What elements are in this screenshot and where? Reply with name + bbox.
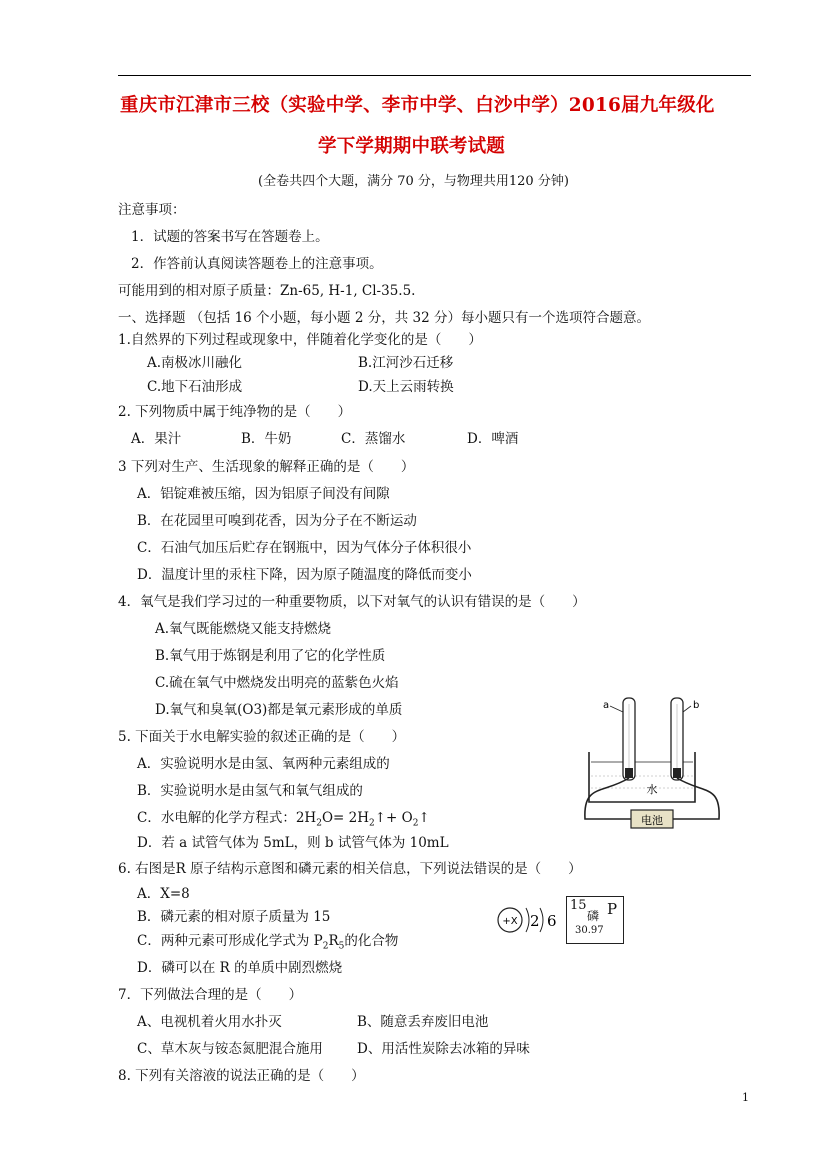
test-tube-b (671, 698, 683, 780)
q3-option-c: C．石油气加压后贮存在钢瓶中，因为气体分子体积很小 (137, 540, 472, 556)
q8-stem: 8. 下列有关溶液的说法正确的是（ ） (118, 1068, 365, 1084)
q5-option-a: A．实验说明水是由氢、氧两种元素组成的 (137, 756, 390, 772)
atom-structure-diagram (494, 898, 564, 942)
q4-option-d: D.氧气和臭氧(O3)都是氧元素形成的单质 (155, 702, 403, 718)
q6-stem: 6. 右图是R 原子结构示意图和磷元素的相关信息，下列说法错误的是（ ） (118, 861, 582, 877)
q7-option-d: D、用活性炭除去冰箱的异味 (357, 1041, 530, 1057)
notes-heading: 注意事项： (118, 202, 186, 218)
q1-option-c: C.地下石油形成 (147, 379, 243, 395)
q3-option-a: A．铝锭难被压缩，因为铝原子间没有间隙 (137, 486, 390, 502)
q7-stem: 7．下列做法合理的是（ ） (118, 987, 303, 1003)
q4-option-c: C.硫在氧气中燃烧发出明亮的蓝紫色火焰 (155, 675, 399, 691)
shell-2-electrons: 6 (547, 912, 557, 930)
q2-stem: 2. 下列物质中属于纯净物的是（ ） (118, 404, 352, 420)
q7-option-a: A、电视机着火用水扑灭 (137, 1014, 282, 1030)
title-line-1: 重庆市江津市三校（实验中学、李市中学、白沙中学）2016届九年级化 (120, 95, 715, 116)
q2-option-c: C．蒸馏水 (341, 431, 406, 447)
q5-option-c: C．水电解的化学方程式：$2H_2O=$ $2H_2↑+$ $O_2↑$ (137, 810, 430, 829)
title-line-2: 学下学期期中联考试题 (318, 136, 506, 157)
electrode-b (673, 768, 681, 778)
q2-option-b: B．牛奶 (241, 431, 292, 447)
water-label: 水 (646, 783, 658, 796)
tube-b-label: b (693, 700, 700, 711)
q4-stem: 4．氧气是我们学习过的一种重要物质，以下对氧气的认识有错误的是（ ） (118, 594, 586, 610)
q4-option-a: A.氧气既能燃烧又能支持燃烧 (155, 621, 332, 637)
atomic-mass: 30.97 (575, 925, 604, 936)
atomic-masses: 可能用到的相对原子质量：Zn-65, H-1, Cl-35.5. (118, 283, 416, 299)
q2-option-a: A．果汁 (131, 431, 182, 447)
q3-stem: 3 下列对生产、生活现象的解释正确的是（ ） (118, 459, 415, 475)
wire-right (673, 778, 719, 819)
q7-option-c: C、草木灰与铵态氮肥混合施用 (137, 1041, 323, 1057)
note-2: 2．作答前认真阅读答题卷上的注意事项。 (131, 256, 383, 272)
wire-left (585, 778, 631, 819)
battery-label: 电池 (641, 814, 663, 827)
nucleus-charge: +X (502, 916, 518, 927)
q2-option-d: D．啤酒 (467, 431, 519, 447)
atomic-number: 15 (570, 898, 587, 913)
q6-option-a: A．X=8 (137, 886, 190, 902)
shell-1-electrons: 2 (530, 912, 540, 930)
exam-info: (全卷共四个大题，满分 70 分，与物理共用120 分钟) (258, 174, 569, 189)
q6-option-d: D．磷可以在 R 的单质中剧烈燃烧 (137, 960, 343, 976)
q5-stem: 5. 下面关于水电解实验的叙述正确的是（ ） (118, 729, 406, 745)
header-rule (118, 75, 751, 76)
page-number: 1 (742, 1091, 749, 1104)
element-card (566, 896, 624, 944)
q3-option-d: D．温度计里的汞柱下降，因为原子随温度的降低而变小 (137, 567, 472, 583)
electrode-a (625, 768, 633, 778)
q5-option-d: D．若 a 试管气体为 5mL，则 b 试管气体为 10mL (137, 835, 449, 851)
note-1: 1．试题的答案书写在答题卷上。 (131, 229, 329, 245)
q1-option-b: B.江河沙石迁移 (358, 355, 454, 371)
element-symbol: P (607, 900, 618, 918)
test-tube-a (623, 698, 635, 780)
electrolysis-diagram (583, 694, 723, 834)
q5-option-b: B．实验说明水是由氢气和氧气组成的 (137, 783, 363, 799)
tube-a-label: a (603, 700, 610, 711)
q6-option-c: C．两种元素可形成化学式为 $P_2R_5$的化合物 (137, 933, 399, 952)
q1-stem: 1.自然界的下列过程或现象中，伴随着化学变化的是（ ） (118, 332, 482, 348)
element-name: 磷 (587, 909, 600, 923)
q4-option-b: B.氧气用于炼钢是利用了它的化学性质 (155, 648, 386, 664)
q1-option-d: D.天上云雨转换 (358, 379, 454, 395)
q7-option-b: B、随意丢弃废旧电池 (357, 1014, 489, 1030)
q1-option-a: A.南极冰川融化 (147, 355, 243, 371)
q3-option-b: B．在花园里可嗅到花香，因为分子在不断运动 (137, 513, 417, 529)
section-heading: 一、选择题 （包括 16 个小题，每小题 2 分，共 32 分）每小题只有一个选项符合题意。 (118, 310, 650, 326)
q6-option-b: B．磷元素的相对原子质量为 15 (137, 909, 331, 925)
